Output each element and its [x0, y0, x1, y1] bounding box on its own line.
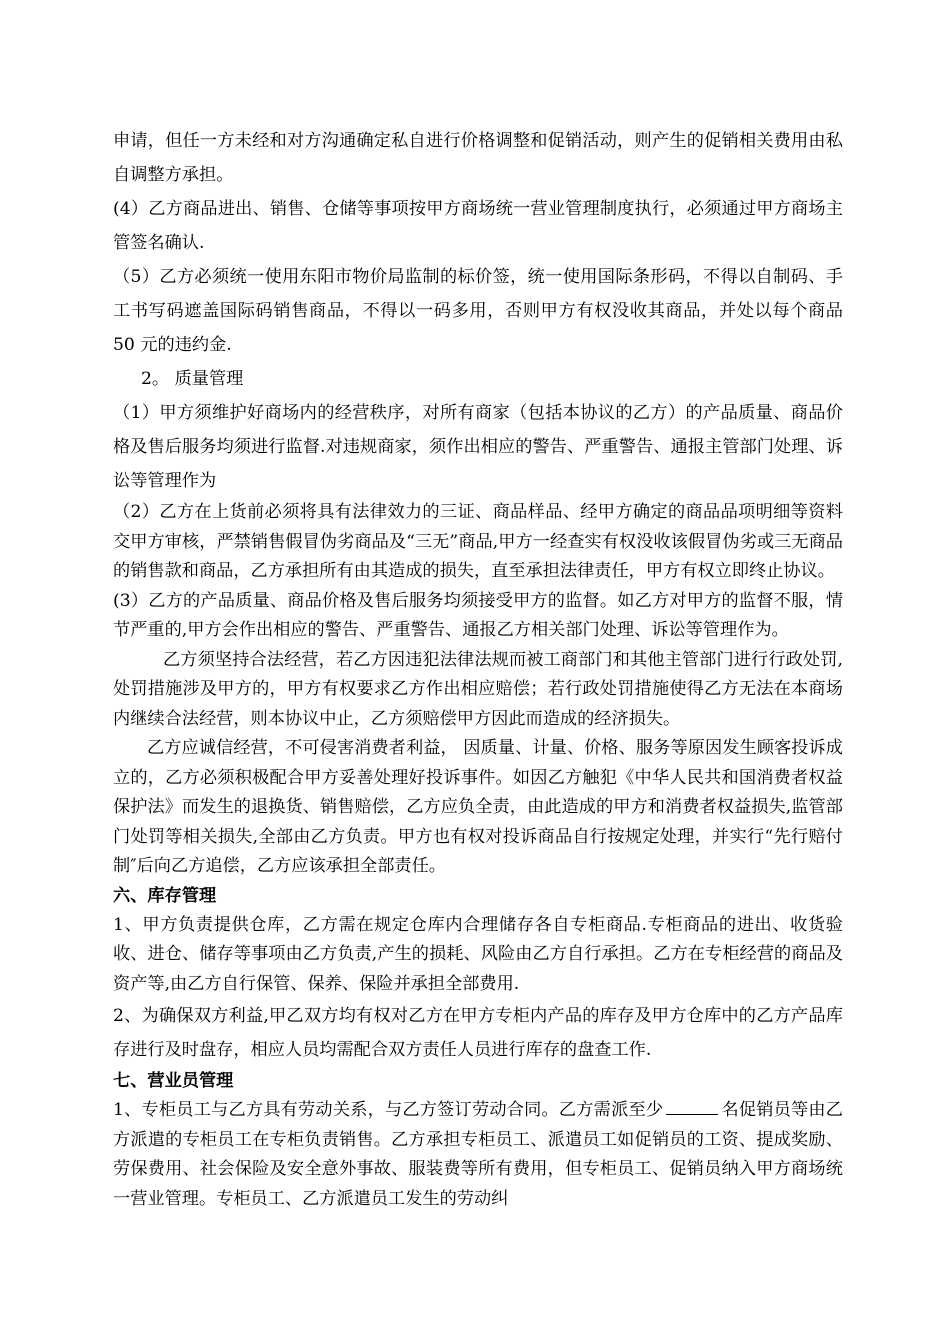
paragraph-inventory-1: 1、甲方负责提供仓库，乙方需在规定仓库内合理储存各自专柜商品.专柜商品的进出、收货验收、进仓、储存等事项由乙方负责,产生的损耗、风险由乙方自行承担。乙方在专柜经营的商品及资产等,由乙方自行保管、保养、保险并承担全部费用. [113, 914, 843, 994]
paragraph-staff-1-part-b: 名促销员等由乙方派遣的专柜员工在专柜负责销售。乙方承担专柜员工、派遣员工如促销员的工资、提成奖励、劳保费用、社会保险及安全意外事故、服装费等所有费用，但专柜员工、促销员纳入甲方商场统一营业管理。专柜员工、乙方派遣员工发生的劳动纠 [113, 1100, 843, 1209]
paragraph-legal-operation: 乙方须坚持合法经营，若乙方因违犯法律法规而被工商部门和其他主管部门进行行政处罚,处罚措施涉及甲方的，甲方有权要求乙方作出相应赔偿；若行政处罚措施使得乙方无法在本商场内继续合法经营，则本协议中止，乙方须赔偿甲方因此而造成的经济损失。 [113, 649, 843, 729]
document-page [113, 124, 843, 1214]
fill-in-blank[interactable] [666, 1097, 718, 1115]
paragraph-staff-1-part-a: 1、专柜员工与乙方具有劳动关系，与乙方签订劳动合同。乙方需派至少 [113, 1100, 664, 1120]
section-heading-inventory: 六、库存管理 [113, 885, 217, 906]
paragraph-item-4: (4）乙方商品进出、销售、仓储等事项按甲方商场统一营业管理制度执行，必须通过甲方商场主管签名确认. [113, 199, 843, 253]
paragraph-staff-1 [113, 1096, 843, 1214]
paragraph-inventory-2: 2、为确保双方利益,甲乙双方均有权对乙方在甲方专柜内产品的库存及甲方仓库中的乙方产品库存进行及时盘存，相应人员均需配合双方责任人员进行库存的盘查工作. [113, 1006, 843, 1060]
paragraph-price-adjustment: 申请，但任一方未经和对方沟通确定私自进行价格调整和促销活动，则产生的促销相关费用由私自调整方承担。 [113, 131, 843, 185]
paragraph-quality-2: （2）乙方在上货前必须将具有法律效力的三证、商品样品、经甲方确定的商品品项明细等资料交甲方审核，严禁销售假冒伪劣商品及“三无”商品,甲方一经查实有权没收该假冒伪劣或三无商品的销售款和商品，乙方承担所有由其造成的损失，直至承担法律责任，甲方有权立即终止协议。 [113, 502, 843, 581]
paragraph-quality-1: （1）甲方须维护好商场内的经营秩序，对所有商家（包括本协议的乙方）的产品质量、商品价格及售后服务均须进行监督.对违规商家，须作出相应的警告、严重警告、通报主管部门处理、诉讼等管理作为 [113, 403, 843, 491]
paragraph-consumer-rights: 乙方应诚信经营，不可侵害消费者利益， 因质量、计量、价格、服务等原因发生顾客投诉成立的，乙方必须积极配合甲方妥善处理好投诉事件。如因乙方触犯《中华人民共和国消费者权益保护法》而发生的退换货、销售赔偿，乙方应负全责，由此造成的甲方和消费者权益损失,监管部门处罚等相关损失,全部由乙方负责。甲方也有权对投诉商品自行按规定处理，并实行“先行赔付制″后向乙方追偿，乙方应该承担全部责任。 [113, 738, 843, 876]
subsection-quality-management: 2。 质量管理 [141, 369, 244, 389]
section-heading-staff: 七、营业员管理 [113, 1071, 234, 1091]
paragraph-quality-3: (3）乙方的产品质量、商品价格及售后服务均须接受甲方的监督。如乙方对甲方的监督不服，情节严重的,甲方会作出相应的警告、严重警告、通报乙方相关部门处理、诉讼等管理作为。 [113, 590, 843, 640]
paragraph-item-5: （5）乙方必须统一使用东阳市物价局监制的标价签，统一使用国际条形码，不得以自制码、手工书写码遮盖国际码销售商品，不得以一码多用，否则甲方有权没收其商品，并处以每个商品 50 元的违约金. [113, 267, 843, 355]
